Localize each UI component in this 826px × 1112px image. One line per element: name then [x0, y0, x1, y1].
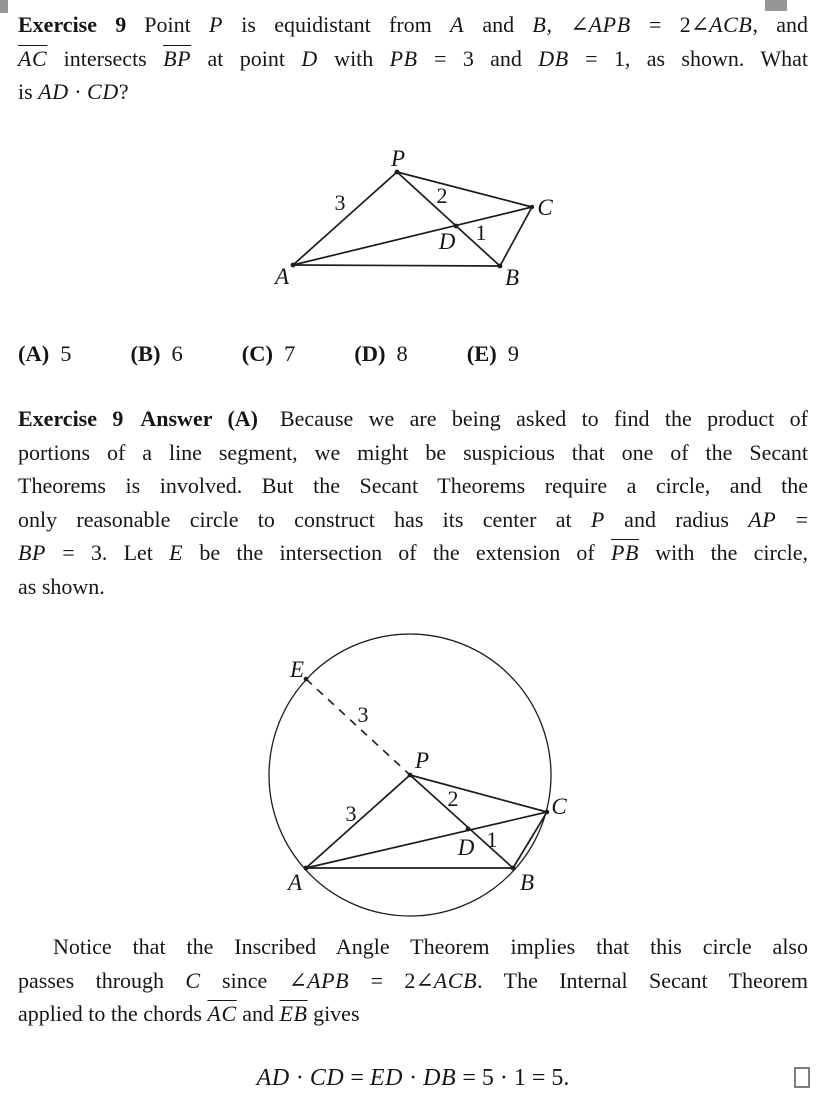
exercise-label: Exercise 9: [18, 406, 124, 431]
figure-circle: [253, 625, 575, 925]
text-run: CD: [309, 1065, 345, 1091]
text-run: $\overline{BP}$: [163, 45, 192, 71]
choice-d-label: (D): [354, 341, 386, 366]
choice-c: [242, 337, 295, 371]
text-run: and: [236, 1001, 280, 1026]
text-run: = 3 and: [417, 45, 539, 71]
segment-BC: [513, 812, 547, 868]
final-equation: [18, 1062, 808, 1096]
point-P: [408, 773, 413, 778]
label-C: C: [551, 794, 567, 819]
point-D: [466, 827, 471, 832]
text-run: as shown.: [18, 573, 105, 599]
label-length-DB: 1: [475, 220, 487, 245]
label-P: P: [390, 146, 406, 171]
choice-e-value: 9: [507, 341, 519, 366]
label-length-PD: 2: [447, 786, 459, 811]
text-run: ·: [289, 1065, 310, 1091]
text-run: and: [464, 12, 533, 37]
choice-b-value: 6: [171, 341, 183, 366]
segment-BC: [500, 207, 532, 266]
text-run: APB: [307, 967, 350, 993]
text-run: C: [185, 967, 201, 993]
label-length-PD: 2: [436, 183, 448, 208]
choice-b-label: (B): [130, 341, 161, 366]
text-run: is: [18, 79, 39, 104]
choice-c-value: 7: [283, 341, 296, 366]
text-run: at point: [191, 45, 302, 71]
spacer: [123, 425, 140, 426]
point-E: [304, 677, 309, 682]
segment-PA: [306, 775, 410, 868]
text-run: applied to the chords: [18, 1001, 208, 1026]
label-D: D: [438, 229, 456, 254]
text-run: = 5 · 1 = 5.: [456, 1065, 570, 1091]
text-run: APB: [588, 12, 631, 37]
text-run: ·: [68, 79, 88, 104]
text-run: D: [301, 45, 318, 71]
label-P: P: [414, 748, 430, 773]
label-C: C: [537, 195, 553, 220]
text-run: ·: [403, 1065, 424, 1091]
text-line: [18, 570, 808, 604]
text-run: $\overline{AC}$: [207, 1001, 237, 1026]
text-line: [18, 469, 808, 503]
corner-artifact-left: [0, 0, 8, 13]
segment-EP-dashed: [306, 679, 410, 775]
text-run: ?: [118, 79, 129, 104]
text-run: PB: [389, 45, 418, 71]
text-line: [18, 42, 808, 76]
label-length-PA: 3: [345, 801, 357, 826]
choice-a-value: 5: [60, 341, 72, 366]
text-run: B: [532, 12, 547, 37]
text-run: BP: [18, 540, 47, 565]
text-run: ACB: [433, 967, 478, 993]
segment-AP: [293, 172, 397, 265]
text-line: [18, 930, 808, 964]
point-B: [498, 264, 503, 269]
spacer: [126, 31, 144, 32]
label-length-DB: 1: [486, 827, 498, 852]
text-run: with: [317, 45, 390, 71]
text-run: Point: [144, 12, 209, 37]
text-line: [18, 8, 808, 42]
text-run: =: [776, 506, 808, 532]
label-B: B: [519, 870, 535, 895]
text-run: AD: [38, 79, 69, 104]
text-line: [18, 536, 808, 570]
text-line: [18, 503, 808, 537]
text-run: with the circle,: [639, 540, 808, 565]
point-C: [545, 810, 550, 815]
text-run: Notice that the Inscribed Angle Theorem implies that this circle also: [53, 934, 808, 959]
answer-choices: [18, 337, 519, 371]
choice-a: [18, 337, 71, 371]
text-line: [18, 1062, 808, 1096]
text-run: , ∠: [546, 12, 589, 37]
label-length-AP: 3: [334, 190, 346, 215]
text-run: ACB: [709, 12, 753, 37]
text-run: be the intersection of the extension of: [183, 540, 611, 565]
choice-d-value: 8: [396, 341, 408, 366]
text-run: ED: [369, 1065, 404, 1091]
text-run: P: [590, 506, 605, 532]
text-run: passes through: [18, 967, 186, 993]
text-run: = 3. Let: [46, 540, 170, 565]
text-run: only reasonable circle to construct has its center at: [18, 506, 591, 532]
text-line: [18, 997, 808, 1031]
point-A: [304, 866, 309, 871]
text-run: gives: [307, 1001, 360, 1026]
text-run: = 1, as shown. What: [568, 45, 808, 71]
label-A: A: [274, 264, 290, 289]
choice-a-label: (A): [18, 341, 50, 366]
text-line: [18, 402, 808, 436]
label-length-EP: 3: [357, 702, 369, 727]
text-run: since ∠: [200, 967, 308, 993]
text-run: $\overline{PB}$: [610, 540, 640, 565]
text-run: CD: [87, 79, 119, 104]
text-line: [18, 75, 808, 109]
text-run: and radius: [604, 506, 749, 532]
text-run: Theorems is involved. But the Secant Theorems require a circle, and the: [18, 473, 808, 498]
text-line: [18, 436, 808, 470]
text-run: DB: [423, 1065, 457, 1091]
text-run: A: [450, 12, 465, 37]
choice-c-label: (C): [241, 341, 273, 366]
text-run: =: [344, 1065, 370, 1091]
point-C: [530, 205, 534, 209]
text-run: intersects: [47, 45, 164, 71]
text-run: . The Internal Secant Theorem: [477, 967, 809, 993]
figure-triangle: [250, 140, 570, 290]
segment-AC: [306, 812, 547, 868]
exercise-label: Exercise 9: [18, 12, 127, 37]
text-run: AD: [256, 1065, 290, 1091]
problem-paragraph: [18, 8, 808, 109]
text-run: , and: [752, 12, 809, 37]
label-A: A: [287, 870, 303, 895]
text-run: Because we are being asked to find the product of: [279, 406, 808, 431]
point-A: [291, 263, 296, 268]
text-run: = 2∠: [349, 967, 434, 993]
qed-box: [794, 1067, 810, 1088]
choice-e: [467, 337, 519, 371]
discussion-paragraph: [18, 930, 808, 1031]
text-run: P: [209, 12, 224, 37]
text-run: E: [169, 540, 184, 565]
text-run: = 2∠: [630, 12, 710, 37]
text-run: $\overline{AC}$: [18, 45, 48, 71]
label-E: E: [289, 657, 305, 682]
text-run: DB: [538, 45, 569, 71]
text-line: [18, 964, 808, 998]
text-run: $\overline{EB}$: [279, 1001, 308, 1026]
segment-AB: [293, 265, 500, 266]
choice-b: [130, 337, 182, 371]
choice-d: [354, 337, 407, 371]
spacer: [258, 425, 280, 426]
text-run: is equidistant from: [223, 12, 451, 37]
label-D: D: [457, 835, 475, 860]
solution-paragraph: [18, 402, 808, 603]
choice-e-label: (E): [466, 341, 497, 366]
answer-label: Answer (A): [140, 406, 258, 431]
point-D: [454, 224, 459, 229]
segment-AC: [293, 207, 532, 265]
point-B: [511, 866, 516, 871]
text-run: portions of a line segment, we might be suspicious that one of the Secant: [18, 439, 808, 465]
label-B: B: [504, 265, 520, 290]
text-run: AP: [748, 506, 777, 532]
